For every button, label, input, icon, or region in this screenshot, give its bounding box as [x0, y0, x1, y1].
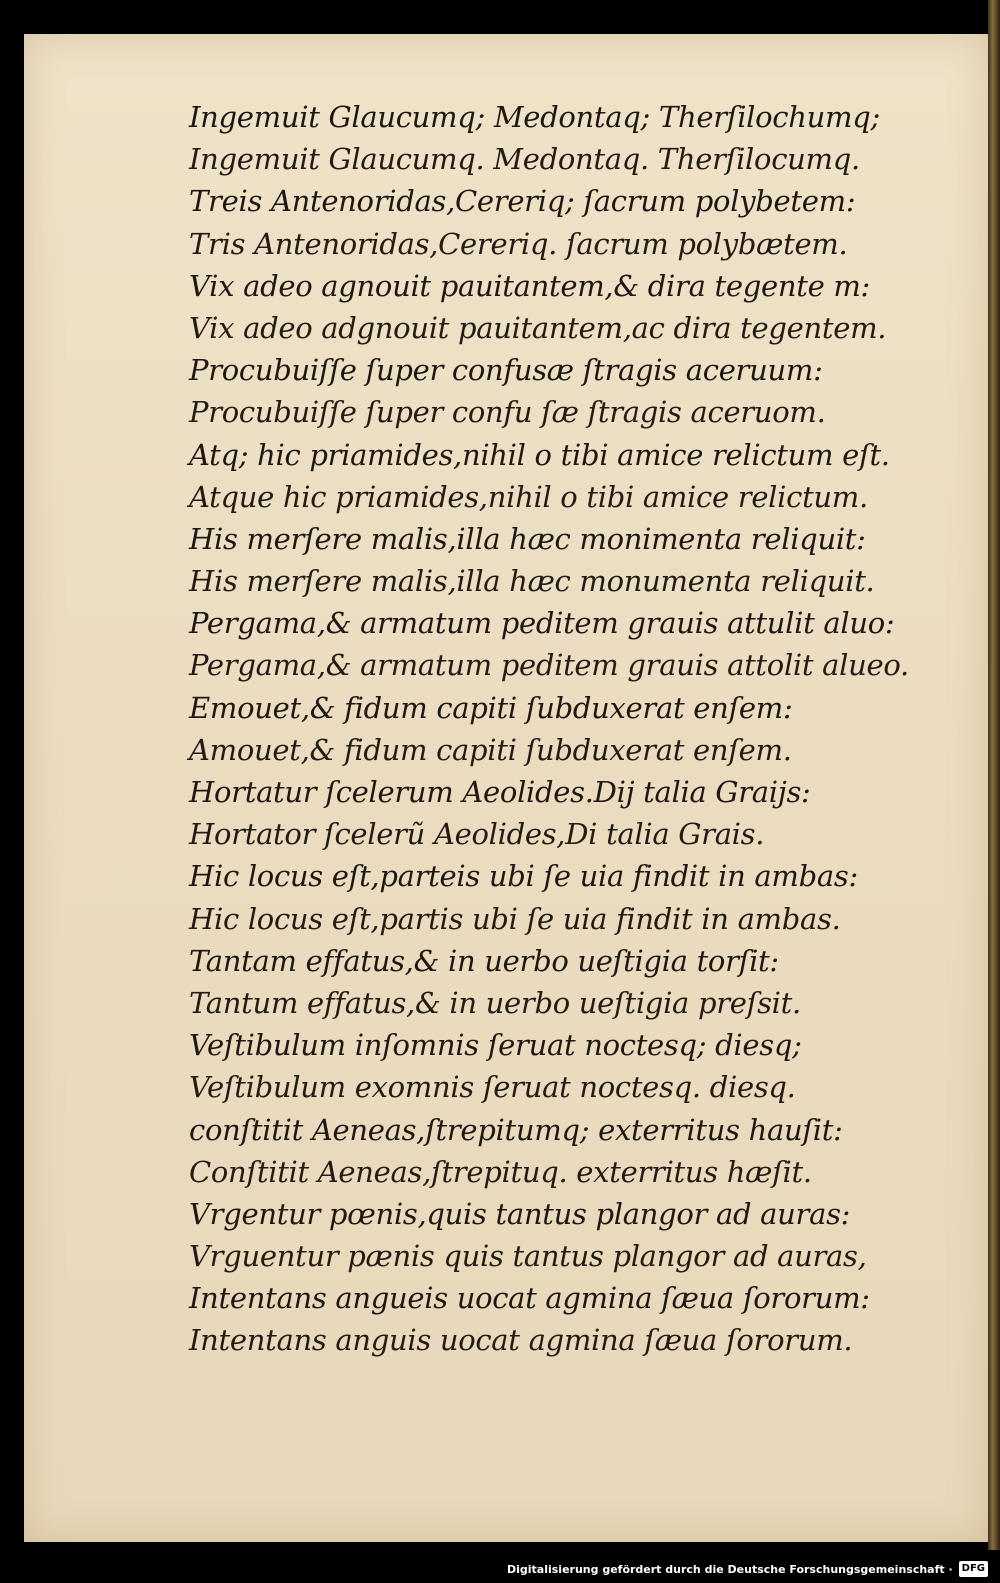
verse-block	[189, 96, 969, 1362]
verse-line: Ingemuit Glaucumq; Medontaq; Therſilochumq;	[189, 100, 880, 134]
verse-line: Procubuiſſe ſuper confusæ ſtragis aceruum:	[189, 353, 823, 388]
verse-line: Veſtibulum exomnis ſeruat noctesq. diesq.	[189, 1070, 796, 1105]
verse-line: Hortator ſcelerũ Aeolides,Di talia Grais.	[189, 817, 765, 852]
verse-line: Intentans anguis uocat agmina ſæua ſororum.	[189, 1323, 853, 1358]
verse-line: Tantam effatus,& in uerbo ueſtigia torſit:	[189, 943, 779, 978]
verse-line: Tris Antenoridas,Cereriq. ſacrum polybætem.	[189, 226, 848, 261]
verse-line: Ingemuit Glaucumq. Medontaq. Therſilocumq.	[189, 142, 860, 177]
verse-line: His merſere malis,illa hæc monumenta reliquit.	[189, 564, 875, 599]
verse-line: Treis Antenoridas,Cereriq; ſacrum polybetem:	[189, 184, 856, 219]
funding-credit-text: Digitalisierung gefördert durch die Deutsche Forschungsgemeinschaft ·	[506, 1562, 953, 1576]
book-page	[24, 34, 988, 1542]
verse-line: Vix adeo agnouit pauitantem,& dira tegente m:	[189, 268, 871, 303]
footer-credit	[507, 1557, 988, 1581]
dfg-logo-icon: DFG	[959, 1561, 988, 1577]
verse-line: Veſtibulum inſomnis ſeruat noctesq; diesq;	[189, 1028, 802, 1063]
verse-line: Hortatur ſcelerum Aeolides.Dij talia Graijs:	[189, 775, 811, 809]
verse-line: Atq; hic priamides,nihil o tibi amice relictum eſt.	[189, 437, 890, 472]
verse-line: Pergama,& armatum peditem grauis attolit alueo.	[189, 648, 909, 683]
verse-line: Atque hic priamides,nihil o tibi amice relictum.	[189, 479, 868, 514]
verse-line: Conſtitit Aeneas,ſtrepituq. exterritus hæſit.	[189, 1154, 812, 1189]
verse-line: Emouet,& fidum capiti ſubduxerat enſem:	[189, 690, 793, 725]
verse-line: Hic locus eſt,partis ubi ſe uia findit in ambas.	[189, 901, 841, 936]
verse-line: Intentans angueis uocat agmina ſæua ſororum:	[189, 1281, 870, 1316]
verse-line: Vix adeo adgnouit pauitantem,ac dira tegentem.	[189, 310, 887, 345]
book-edge	[988, 0, 1000, 1550]
verse-line: Tantum effatus,& in uerbo ueſtigia preſsit.	[189, 985, 801, 1020]
verse-line: Amouet,& fidum capiti ſubduxerat enſem.	[189, 732, 792, 767]
verse-line: Procubuiſſe ſuper confu ſæ ſtragis aceruom.	[189, 395, 826, 430]
verse-line: His merſere malis,illa hæc monimenta reliquit:	[189, 521, 866, 556]
verse-line: Vrguentur pænis quis tantus plangor ad auras,	[189, 1239, 867, 1274]
verse-line: Vrgentur pœnis,quis tantus plangor ad auras:	[189, 1196, 851, 1231]
verse-line: conſtitit Aeneas,ſtrepitumq; exterritus hauſit:	[189, 1112, 843, 1147]
verse-line: Pergama,& armatum peditem grauis attulit aluo:	[189, 606, 895, 641]
verse-line: Hic locus eſt,parteis ubi ſe uia findit in ambas:	[189, 859, 858, 894]
